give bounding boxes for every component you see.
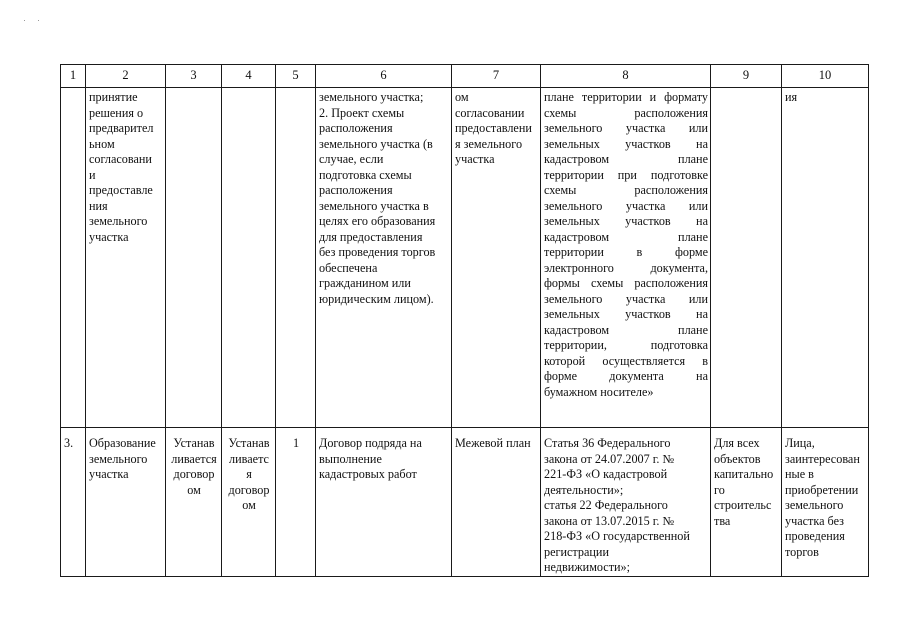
objects-cell xyxy=(711,428,782,577)
text-line: расположения xyxy=(319,121,393,135)
documents-cell xyxy=(316,88,452,428)
text-line: проведения xyxy=(785,529,845,543)
text-line: закона от 13.07.2015 г. № xyxy=(544,513,675,528)
text-line: гражданином или xyxy=(319,276,411,290)
text-line: я земельного xyxy=(455,136,523,151)
text-line: расположения xyxy=(319,183,393,197)
text-line: юридическим лицом). xyxy=(319,291,434,306)
text-line: обеспечена xyxy=(319,260,378,275)
text-line: подготовка схемы xyxy=(319,167,412,182)
text-line: форме документа на xyxy=(544,369,708,383)
text-line: земельных участков на xyxy=(544,214,708,228)
header-row xyxy=(61,65,869,88)
text-line: ия xyxy=(785,90,798,104)
header-cell: 8 xyxy=(541,65,711,88)
text-line: земельного xyxy=(89,214,148,228)
text-line: ом xyxy=(242,498,256,512)
text-line: Образование xyxy=(89,436,156,450)
text-line: кадастровом плане xyxy=(544,229,708,244)
text-line: недвижимости»; xyxy=(544,560,631,574)
text-line: статья 22 Федерального xyxy=(544,498,668,512)
text-line: Устанав xyxy=(228,436,270,450)
text-line: участка без xyxy=(785,513,844,528)
service-name-cell xyxy=(86,428,166,577)
row-number-cell: 3. xyxy=(61,428,86,577)
text-line: участка xyxy=(455,152,495,166)
text-line: регистрации xyxy=(544,544,609,559)
text-line: го xyxy=(714,482,725,497)
text-line: Статья 36 Федерального xyxy=(544,436,671,450)
result-cell xyxy=(452,88,541,428)
scan-speck-marks xyxy=(24,20,46,24)
text-line: строительс xyxy=(714,498,772,512)
header-cell: 5 xyxy=(276,65,316,88)
text-line: территории в форме xyxy=(544,245,708,259)
text-line: заинтересован xyxy=(785,451,860,466)
applicants-cell xyxy=(782,88,869,428)
header-cell: 3 xyxy=(166,65,222,88)
text-line: объектов xyxy=(714,451,761,466)
term-cell xyxy=(166,428,222,577)
header-cell: 10 xyxy=(782,65,869,88)
text-line: ливается xyxy=(171,451,217,466)
text-line: земельного участка или xyxy=(544,198,708,213)
text-line: капитально xyxy=(714,467,774,481)
header-cell: 2 xyxy=(86,65,166,88)
text-line: выполнение xyxy=(319,451,382,466)
text-line: ом xyxy=(187,482,201,497)
text-line: согласовани xyxy=(89,152,152,166)
text-line: Для всех xyxy=(714,436,760,450)
text-line: случае, если xyxy=(319,152,384,166)
text-line: схемы расположения xyxy=(544,105,708,120)
text-line: предоставлени xyxy=(455,121,532,135)
service-name-cell xyxy=(86,88,166,428)
text-line: земельного xyxy=(89,451,148,466)
text-line: участка xyxy=(89,467,129,481)
legal-basis-cell xyxy=(541,88,711,428)
table-cell xyxy=(276,88,316,428)
text-line: для предоставления xyxy=(319,229,423,244)
text-line: приобретении xyxy=(785,482,859,497)
text-line: договор xyxy=(173,467,215,481)
text-line: 218-ФЗ «О государственной xyxy=(544,529,690,543)
count-cell: 1 xyxy=(276,428,316,577)
text-line: территории, подготовка xyxy=(544,338,708,352)
text-line: электронного документа, xyxy=(544,260,708,275)
term-cell xyxy=(222,428,276,577)
text-line: ьном xyxy=(89,136,115,151)
row-number-cell xyxy=(61,88,86,428)
text-line: решения о xyxy=(89,105,144,120)
text-line: деятельности»; xyxy=(544,482,624,497)
table-cell xyxy=(711,88,782,428)
text-line: Устанав xyxy=(173,436,215,450)
text-line: предоставле xyxy=(89,183,153,197)
text-line: которой осуществляется в xyxy=(544,353,708,368)
table-row xyxy=(61,428,869,577)
text-line: тва xyxy=(714,513,731,528)
text-line: целях его образования xyxy=(319,214,436,228)
text-line: участка xyxy=(89,229,129,244)
text-line: торгов xyxy=(785,544,819,559)
text-line: земельного участка; xyxy=(319,90,424,104)
text-line: земельных участков на xyxy=(544,307,708,321)
text-line: принятие xyxy=(89,90,138,104)
text-line: земельного участка (в xyxy=(319,136,433,151)
header-cell: 9 xyxy=(711,65,782,88)
applicants-cell xyxy=(782,428,869,577)
legal-basis-cell xyxy=(541,428,711,577)
text-line: схемы расположения xyxy=(544,183,708,197)
text-line: кадастровом плане xyxy=(544,152,708,166)
table-row xyxy=(61,88,869,428)
text-line: формы схемы расположения xyxy=(544,276,708,290)
table-cell xyxy=(222,88,276,428)
text-line: предварител xyxy=(89,121,154,135)
text-line: 221-ФЗ «О кадастровой xyxy=(544,467,668,481)
text-line: ные в xyxy=(785,467,814,481)
text-line: ом xyxy=(455,90,469,104)
header-cell: 7 xyxy=(452,65,541,88)
text-line: без проведения торгов xyxy=(319,245,436,259)
text-line: земельного участка или xyxy=(544,121,708,135)
text-line: ния xyxy=(89,198,108,213)
text-line: и xyxy=(89,167,96,182)
text-line: ливаетс xyxy=(229,451,269,466)
header-cell: 4 xyxy=(222,65,276,88)
text-line: кадастровом плане xyxy=(544,322,708,337)
documents-cell xyxy=(316,428,452,577)
text-line: кадастровых работ xyxy=(319,467,417,481)
header-cell: 1 xyxy=(61,65,86,88)
text-line: закона от 24.07.2007 г. № xyxy=(544,451,675,466)
text-line: 2. Проект схемы xyxy=(319,105,405,120)
text-line: Договор подряда на xyxy=(319,436,422,450)
text-line: земельных участков на xyxy=(544,136,708,151)
text-line: я xyxy=(246,467,252,481)
text-line: бумажном носителе» xyxy=(544,384,654,399)
text-line: земельного участка или xyxy=(544,291,708,306)
text-line: земельного участка в xyxy=(319,198,429,213)
text-line: земельного xyxy=(785,498,844,512)
text-line: договор xyxy=(228,482,270,497)
table-cell xyxy=(166,88,222,428)
text-line: согласовании xyxy=(455,105,525,120)
result-cell xyxy=(452,428,541,577)
header-cell: 6 xyxy=(316,65,452,88)
document-table xyxy=(60,64,869,577)
text-line: территории при подготовке xyxy=(544,167,708,182)
text-line: плане территории и формату xyxy=(544,90,708,104)
text-line: Межевой план xyxy=(455,436,531,450)
text-line: Лица, xyxy=(785,436,815,450)
